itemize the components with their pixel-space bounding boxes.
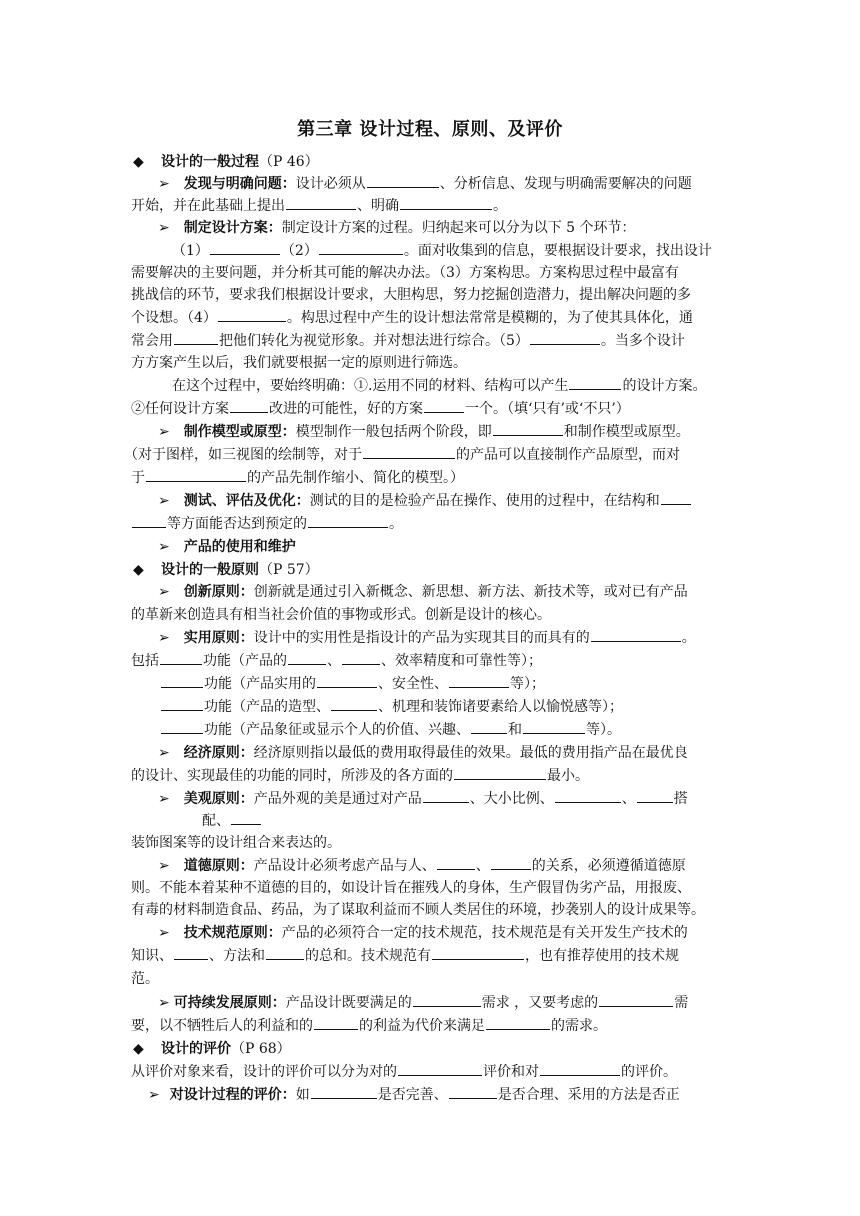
paragraph-line: 等方面能否达到预定的 。: [131, 513, 403, 535]
blank-field[interactable]: [317, 673, 377, 688]
paragraph-line: ➢ 对设计过程的评价：如 是否完善、 是否合理、采用的方法是否正: [148, 1084, 680, 1106]
paragraph-line: 功能（产品的造型、 、机理和装饰诸要素给人以愉悦感等）；: [160, 696, 623, 718]
blank-field[interactable]: [424, 398, 464, 413]
diamond-bullet-icon: ◆: [133, 1041, 144, 1057]
paragraph-line: ➢ 实用原则：设计中的实用性是指设计的产品为实现其目的而具有的 。: [158, 627, 696, 649]
blank-field[interactable]: [637, 788, 673, 803]
blank-field[interactable]: [599, 992, 673, 1007]
blank-field[interactable]: [367, 173, 439, 188]
paragraph-line: 的设计、实现最佳的功能的同时，所涉及的各方面的 最小。: [131, 765, 589, 787]
arrow-bullet-icon: ➢: [158, 493, 170, 509]
blank-field[interactable]: [161, 696, 203, 711]
blank-field[interactable]: [449, 1084, 497, 1099]
blank-field[interactable]: [471, 719, 507, 734]
paragraph-line: 在这个过程中，要始终明确：①.运用不同的材料、结构可以产生 的设计方案。: [172, 375, 706, 397]
blank-field[interactable]: [423, 788, 469, 803]
blank-field[interactable]: [160, 650, 202, 665]
blank-field[interactable]: [363, 444, 455, 459]
arrow-bullet-icon: ➢: [158, 791, 170, 807]
paragraph-line: 知识、 、方法和 的总和。技术规范有 ，也有推荐使用的技术规: [131, 945, 679, 967]
diamond-bullet-icon: ◆: [133, 562, 144, 578]
paragraph-line: 功能（产品象征或显示个人的价值、兴趣、 和 等）。: [160, 719, 621, 741]
blank-field[interactable]: [288, 650, 326, 665]
paragraph-line: ➢ 技术规范原则：产品的必须符合一定的技术规范，技术规范是有关开发生产技术的: [158, 925, 688, 941]
paragraph-line: 开始，并在此基础上提出 、明确 。: [131, 195, 507, 217]
blank-field[interactable]: [493, 421, 563, 436]
arrow-bullet-icon: ➢: [158, 424, 170, 440]
paragraph-line: （对于图样，如三视图的绘制等，对于 的产品可以直接制作产品原型，而对: [124, 444, 680, 466]
arrow-bullet-icon: ➢: [158, 630, 170, 646]
arrow-bullet-icon: ➢: [158, 925, 170, 941]
paragraph-line: ➢ 测试、评估及优化：测试的目的是检验产品在操作、使用的过程中，在结构和: [158, 490, 692, 512]
blank-field[interactable]: [308, 513, 388, 528]
blank-field[interactable]: [231, 810, 261, 825]
paragraph-line: ➢ 创新原则：创新就是通过引入新概念、新思想、新方法、新技术等，或对已有产品: [158, 584, 688, 600]
paragraph-line: 包括 功能（产品的 、 、效率精度和可靠性等）；: [131, 650, 542, 672]
paragraph-line: 配、: [202, 810, 262, 832]
blank-field[interactable]: [486, 1015, 550, 1030]
blank-field[interactable]: [491, 855, 531, 870]
blank-field[interactable]: [449, 673, 509, 688]
paragraph-line: 需要解决的主要问题，并分析其可能的解决办法。（3）方案构思。方案构思过程中最富有: [131, 265, 679, 281]
paragraph-line: 装饰图案等的设计组合来表达的。: [131, 835, 341, 851]
section-heading-principles: ◆ 设计的一般原则（P 57）: [133, 559, 319, 581]
blank-field[interactable]: [161, 673, 203, 688]
blank-field[interactable]: [174, 330, 218, 345]
paragraph-line: 从评价对象来看，设计的评价可以分为对的 评价和对 的评价。: [131, 1061, 677, 1083]
paragraph-line: （1） （2） 。面对收集到的信息，要根据设计要求，找出设计: [172, 240, 712, 262]
blank-field[interactable]: [413, 992, 481, 1007]
paragraph-line: ➢ 制作模型或原型：模型制作一般包括两个阶段，即 和制作模型或原型。: [158, 421, 690, 443]
paragraph-line: ➢ 制定设计方案：制定设计方案的过程。归纳起来可以分为以下 5 个环节：: [158, 220, 636, 236]
blank-field[interactable]: [314, 1015, 358, 1030]
blank-field[interactable]: [319, 240, 403, 255]
blank-field[interactable]: [311, 1084, 377, 1099]
paragraph-line: ➢ 道德原则：产品设计必须考虑产品与人、 、 的关系，必须遵循道德原: [158, 855, 686, 877]
blank-field[interactable]: [400, 195, 492, 210]
paragraph-line: 则。不能本着某种不道德的目的，如设计旨在摧残人的身体，生产假冒伪劣产品，用报废、: [131, 880, 691, 896]
paragraph-line: 范。: [131, 971, 159, 987]
blank-field[interactable]: [230, 398, 268, 413]
blank-field[interactable]: [132, 513, 166, 528]
paragraph-line: 挑战信的环节，要求我们根据设计要求，大胆构思，努力挖掘创造潜力，提出解决问题的多: [131, 287, 691, 303]
blank-field[interactable]: [331, 696, 377, 711]
paragraph-line: 于 的产品先制作缩小、简化的模型。）: [131, 467, 464, 489]
paragraph-line: ➢ 产品的使用和维护: [158, 539, 296, 555]
section-heading-process: ◆ 设计的一般过程（P 46）: [133, 151, 319, 173]
paragraph-line: 有毒的材料制造食品、药品，为了谋取利益而不顾人类居住的环境，抄袭别人的设计成果等。: [131, 902, 705, 918]
blank-field[interactable]: [146, 467, 246, 482]
blank-field[interactable]: [161, 719, 203, 734]
paragraph-line: ②任何设计方案 改进的可能性，好的方案 一个。（填‘只有’或‘不只’）: [131, 398, 630, 420]
paragraph-line: ➢ 经济原则：经济原则指以最低的费用取得最佳的效果。最低的费用指产品在最优良: [158, 745, 688, 761]
arrow-bullet-icon: ➢: [158, 584, 170, 600]
paragraph-line: 个设想。（4） 。构思过程中产生的设计想法常常是模糊的，为了使其具体化，通: [131, 307, 693, 329]
paragraph-line: ➢ 可持续发展原则：产品设计既要满足的 需求 ，又要考虑的 需: [158, 992, 688, 1014]
blank-field[interactable]: [555, 788, 621, 803]
blank-field[interactable]: [432, 945, 524, 960]
blank-field[interactable]: [454, 765, 546, 780]
arrow-bullet-icon: ➢: [158, 220, 170, 236]
blank-field[interactable]: [286, 195, 356, 210]
blank-field[interactable]: [523, 719, 585, 734]
arrow-bullet-icon: ➢: [158, 176, 170, 192]
paragraph-line: ➢ 发现与明确问题：设计必须从 、分析信息、发现与明确需要解决的问题: [158, 173, 692, 195]
blank-field[interactable]: [342, 650, 380, 665]
arrow-bullet-icon: ➢: [158, 539, 170, 555]
arrow-bullet-icon: ➢: [148, 1087, 160, 1103]
blank-field[interactable]: [569, 375, 621, 390]
paragraph-line: ➢ 美观原则：产品外观的美是通过对产品 、大小比例、 、 搭: [158, 788, 688, 810]
blank-field[interactable]: [530, 330, 600, 345]
paragraph-line: 要，以不牺牲后人的利益和的 的利益为代价来满足 的需求。: [131, 1015, 607, 1037]
blank-field[interactable]: [210, 240, 280, 255]
blank-field[interactable]: [661, 490, 691, 505]
arrow-bullet-icon: ➢: [158, 995, 170, 1011]
diamond-bullet-icon: ◆: [133, 154, 144, 170]
arrow-bullet-icon: ➢: [158, 858, 170, 874]
paragraph-line: 功能（产品实用的 、安全性、 等）；: [160, 673, 545, 695]
arrow-bullet-icon: ➢: [158, 745, 170, 761]
blank-field[interactable]: [437, 855, 475, 870]
blank-field[interactable]: [398, 1061, 482, 1076]
section-heading-evaluation: ◆ 设计的评价（P 68）: [133, 1038, 291, 1060]
blank-field[interactable]: [266, 945, 304, 960]
blank-field[interactable]: [591, 627, 681, 642]
paragraph-line: 的革新来创造具有相当社会价值的事物或形式。创新是设计的核心。: [131, 607, 551, 623]
blank-field[interactable]: [540, 1061, 620, 1076]
chapter-title: 第三章 设计过程、原则、及评价: [297, 119, 563, 140]
paragraph-line: 常会用 把他们转化为视觉形象。并对想法进行综合。（5） 。当多个设计: [131, 330, 685, 352]
paragraph-line: 方方案产生以后，我们就要根据一定的原则进行筛选。: [131, 355, 467, 371]
blank-field[interactable]: [174, 945, 208, 960]
blank-field[interactable]: [218, 307, 286, 322]
